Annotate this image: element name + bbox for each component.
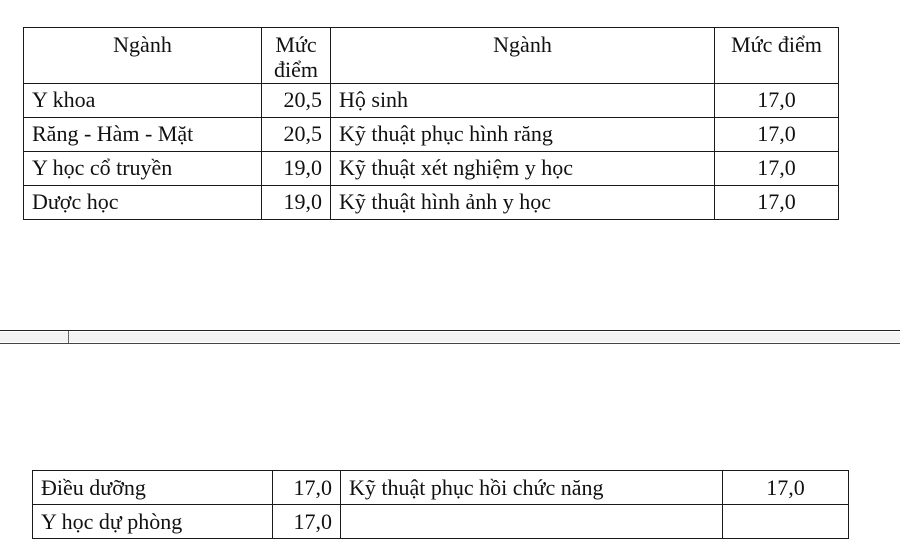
major-cell: Y khoa — [24, 83, 262, 117]
score-cell — [723, 505, 849, 539]
score-cell: 20,5 — [262, 117, 331, 151]
score-cell: 17,0 — [715, 117, 839, 151]
score-cell: 20,5 — [262, 83, 331, 117]
score-cell: 19,0 — [262, 185, 331, 219]
header-major-2: Ngành — [331, 28, 715, 84]
page-break-line-bottom — [0, 343, 900, 344]
scores-table-bottom — [32, 470, 849, 539]
major-cell: Dược học — [24, 185, 262, 219]
major-cell: Y học dự phòng — [33, 505, 273, 539]
table-header-row — [24, 28, 839, 84]
header-score-2: Mức điểm — [715, 28, 839, 84]
score-cell: 17,0 — [273, 471, 341, 505]
score-cell: 19,0 — [262, 151, 331, 185]
header-major-1: Ngành — [24, 28, 262, 84]
table-row — [24, 83, 839, 117]
major-cell: Y học cổ truyền — [24, 151, 262, 185]
page-break-line-top — [0, 330, 900, 331]
major-cell: Điều dưỡng — [33, 471, 273, 505]
score-cell: 17,0 — [715, 151, 839, 185]
page-break-gap — [0, 332, 900, 342]
score-cell: 17,0 — [273, 505, 341, 539]
table-row — [33, 471, 849, 505]
table-row — [24, 151, 839, 185]
major-cell: Hộ sinh — [331, 83, 715, 117]
score-cell: 17,0 — [723, 471, 849, 505]
page-margin-marker — [68, 331, 69, 343]
major-cell: Kỹ thuật phục hình răng — [331, 117, 715, 151]
score-cell: 17,0 — [715, 185, 839, 219]
major-cell: Kỹ thuật xét nghiệm y học — [331, 151, 715, 185]
table-row — [33, 505, 849, 539]
major-cell — [341, 505, 723, 539]
table-row — [24, 117, 839, 151]
major-cell: Kỹ thuật phục hồi chức năng — [341, 471, 723, 505]
major-cell: Răng - Hàm - Mặt — [24, 117, 262, 151]
table-row — [24, 185, 839, 219]
score-cell: 17,0 — [715, 83, 839, 117]
major-cell: Kỹ thuật hình ảnh y học — [331, 185, 715, 219]
scores-table-top — [23, 27, 839, 220]
header-score-1: Mức điểm — [262, 28, 331, 84]
